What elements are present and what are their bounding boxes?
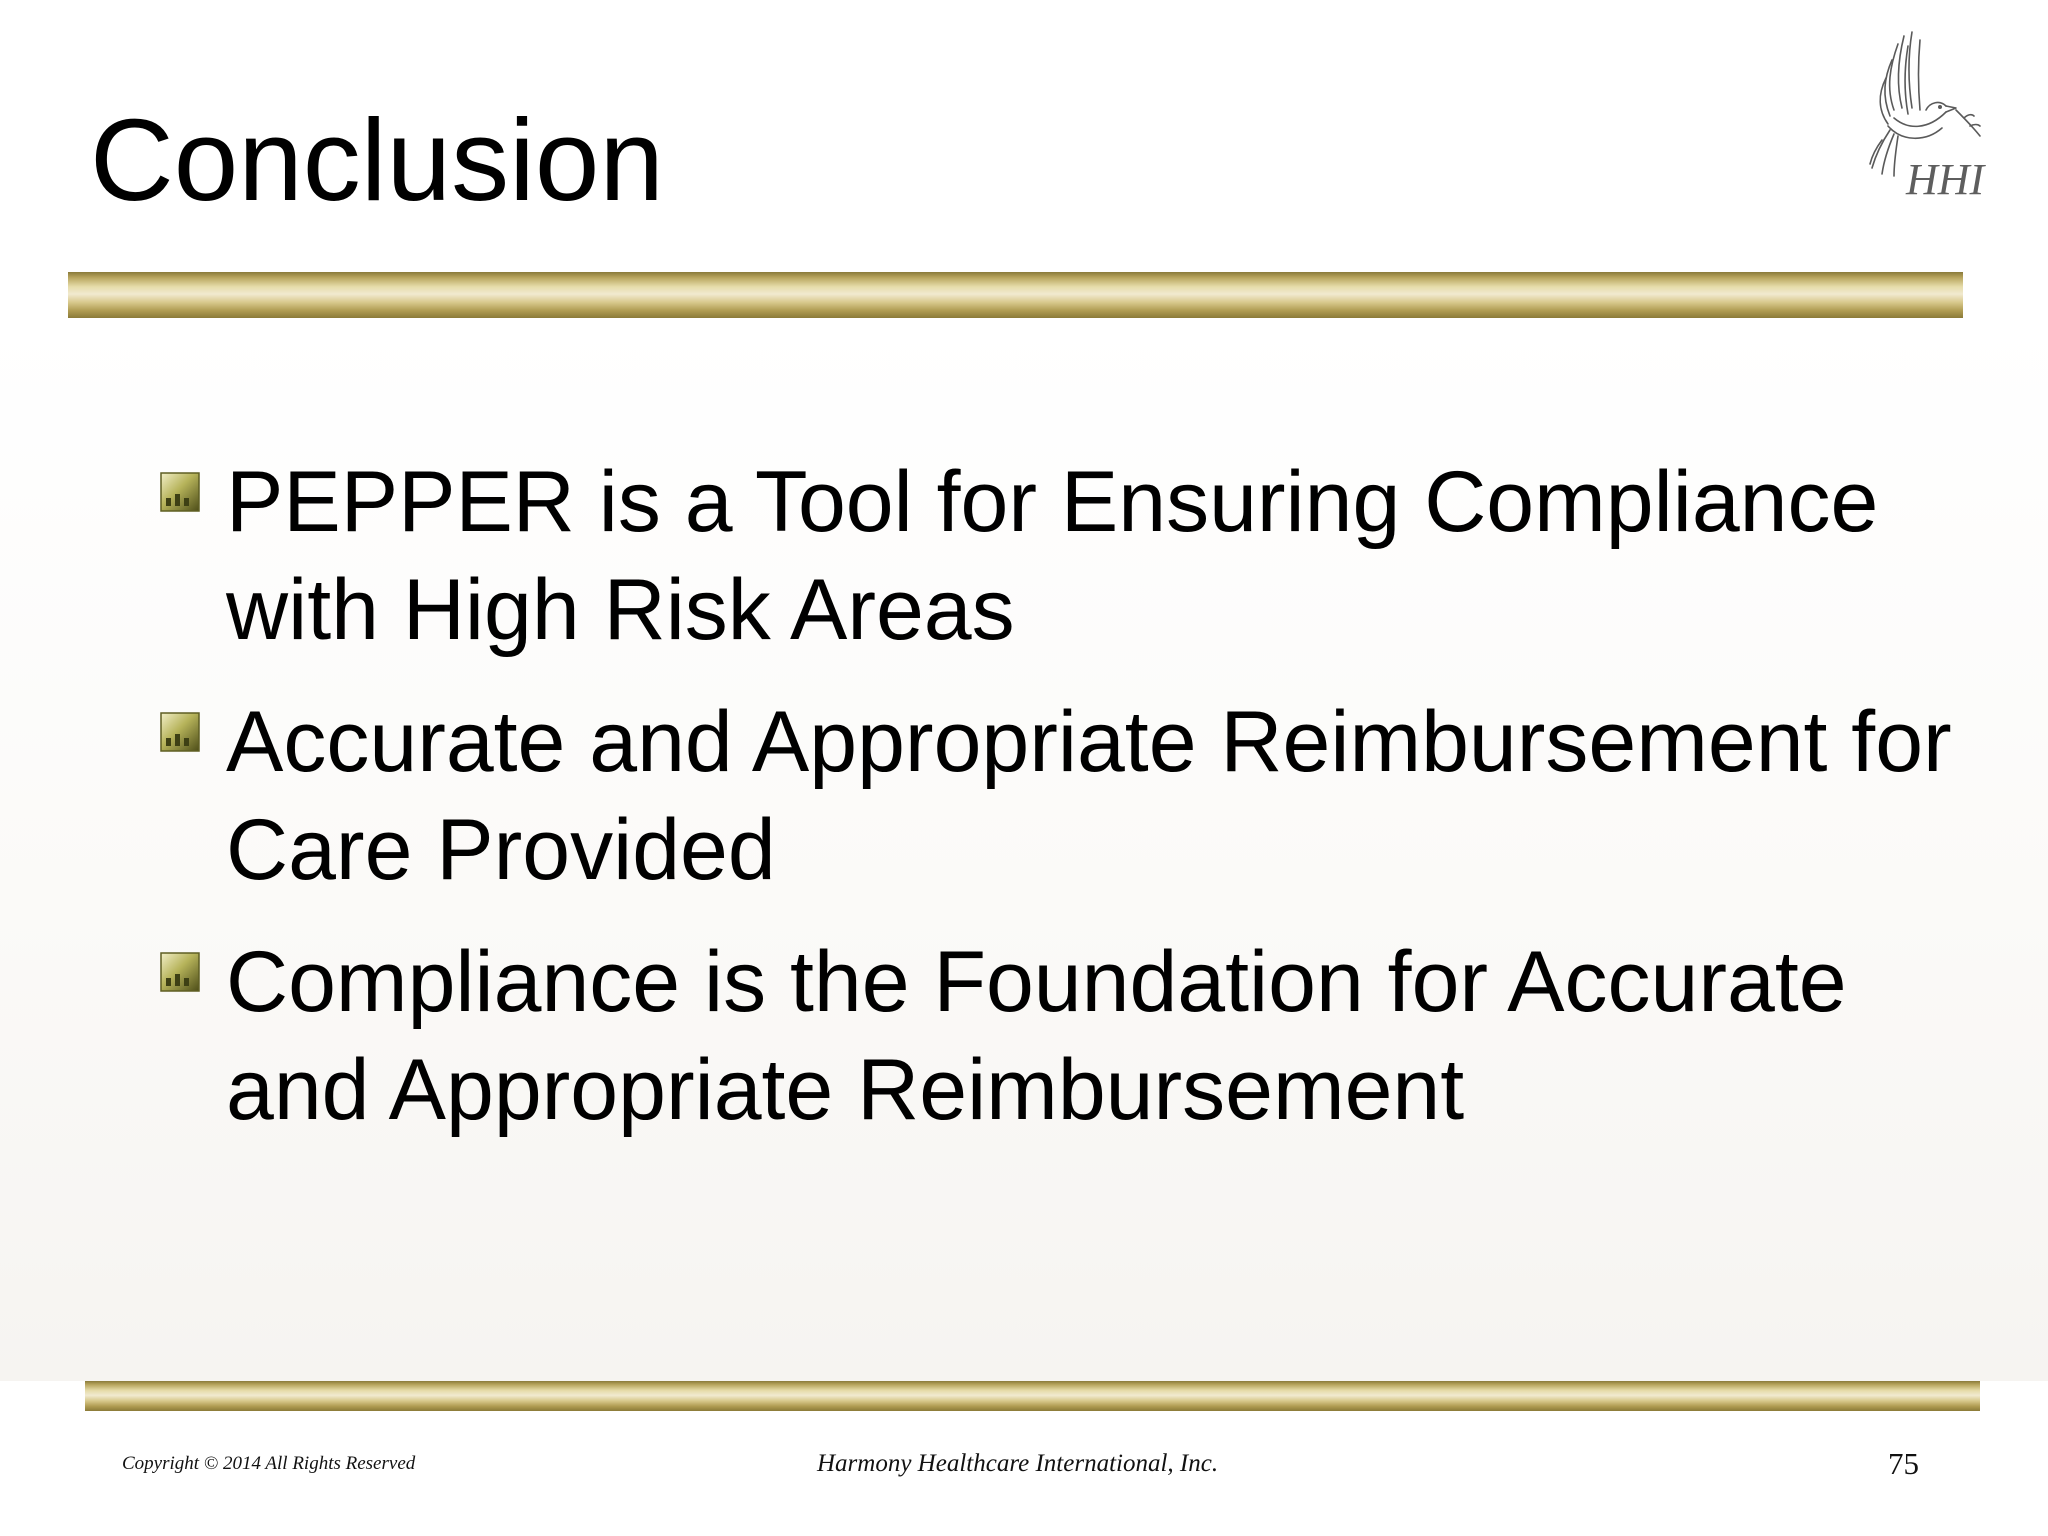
square-bullet-icon — [160, 712, 200, 752]
bullet-text: PEPPER is a Tool for Ensuring Compliance with High Risk Areas — [226, 454, 1879, 658]
bullet-text: Accurate and Appropriate Reimbursement for Care Provided — [226, 694, 1952, 898]
page-number: 75 — [1888, 1446, 1919, 1481]
bottom-divider-bar — [85, 1381, 1980, 1411]
footer-company-name: Harmony Healthcare International, Inc. — [817, 1450, 1219, 1477]
footer-copyright: Copyright © 2014 All Rights Reserved — [122, 1453, 416, 1474]
square-bullet-icon — [160, 952, 200, 992]
slide-title: Conclusion — [90, 95, 664, 225]
square-bullet-icon — [160, 472, 200, 512]
logo-text: HHI — [1906, 155, 1985, 202]
bullet-text: Compliance is the Foundation for Accurate and Appropriate Reimbursement — [226, 934, 1847, 1138]
